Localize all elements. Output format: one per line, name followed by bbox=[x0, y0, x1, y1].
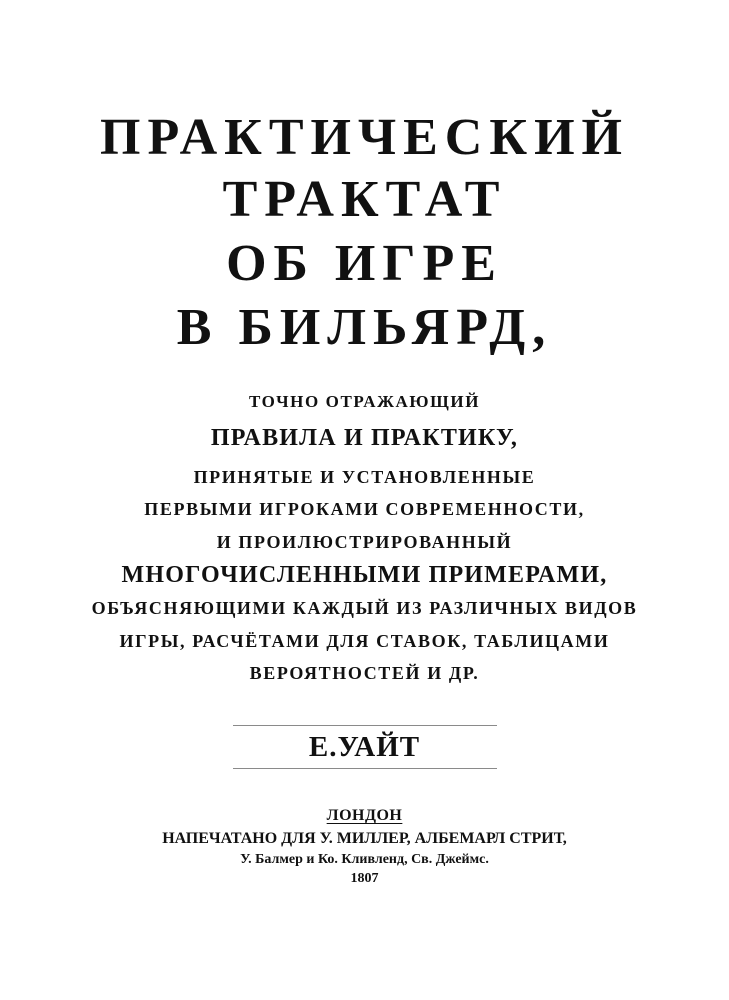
subtitle-line-3: ПРИНЯТЫЕ И УСТАНОВЛЕННЫЕ bbox=[193, 467, 536, 487]
subtitle-line-1: ТОЧНО ОТРАЖАЮЩИЙ bbox=[248, 392, 481, 411]
title-line-3: ОБ ИГРЕ bbox=[226, 235, 503, 292]
subtitle-line-7: ОБЪЯСНЯЮЩИМИ КАЖДЫЙ ИЗ РАЗЛИЧНЫХ ВИДОВ bbox=[91, 598, 638, 618]
subtitle-line-9: ВЕРОЯТНОСТЕЙ И ДР. bbox=[249, 663, 480, 683]
subtitle-line-8: ИГРЫ, РАСЧЁТАМИ ДЛЯ СТАВОК, ТАБЛИЦАМИ bbox=[119, 631, 610, 651]
subtitle-line-5: И ПРОИЛЮСТРИРОВАННЫЙ bbox=[216, 532, 513, 552]
subtitle-line-4: ПЕРВЫМИ ИГРОКАМИ СОВРЕМЕННОСТИ, bbox=[144, 499, 585, 519]
author-name: Е.УАЙТ bbox=[308, 731, 421, 763]
author-rule-bottom bbox=[233, 768, 497, 769]
author-rule-top bbox=[233, 725, 497, 726]
title-line-4: В БИЛЬЯРД, bbox=[176, 299, 553, 356]
imprint-publisher: У. Балмер и Ко. Кливленд, Св. Джеймс. bbox=[240, 852, 489, 867]
title-line-2: ТРАКТАТ bbox=[222, 171, 507, 228]
imprint-printer: НАПЕЧАТАНО ДЛЯ У. МИЛЛЕР, АЛБЕМАРЛ СТРИТ, bbox=[162, 830, 567, 847]
subtitle-line-2: ПРАВИЛА И ПРАКТИКУ, bbox=[210, 425, 519, 451]
subtitle-line-6: МНОГОЧИСЛЕННЫМИ ПРИМЕРАМИ, bbox=[121, 562, 608, 588]
imprint-city-text: ЛОНДОН bbox=[326, 807, 403, 824]
imprint-city bbox=[0, 806, 729, 826]
imprint-year: 1807 bbox=[350, 871, 379, 886]
title-line-1: ПРАКТИЧЕСКИЙ bbox=[100, 109, 629, 166]
